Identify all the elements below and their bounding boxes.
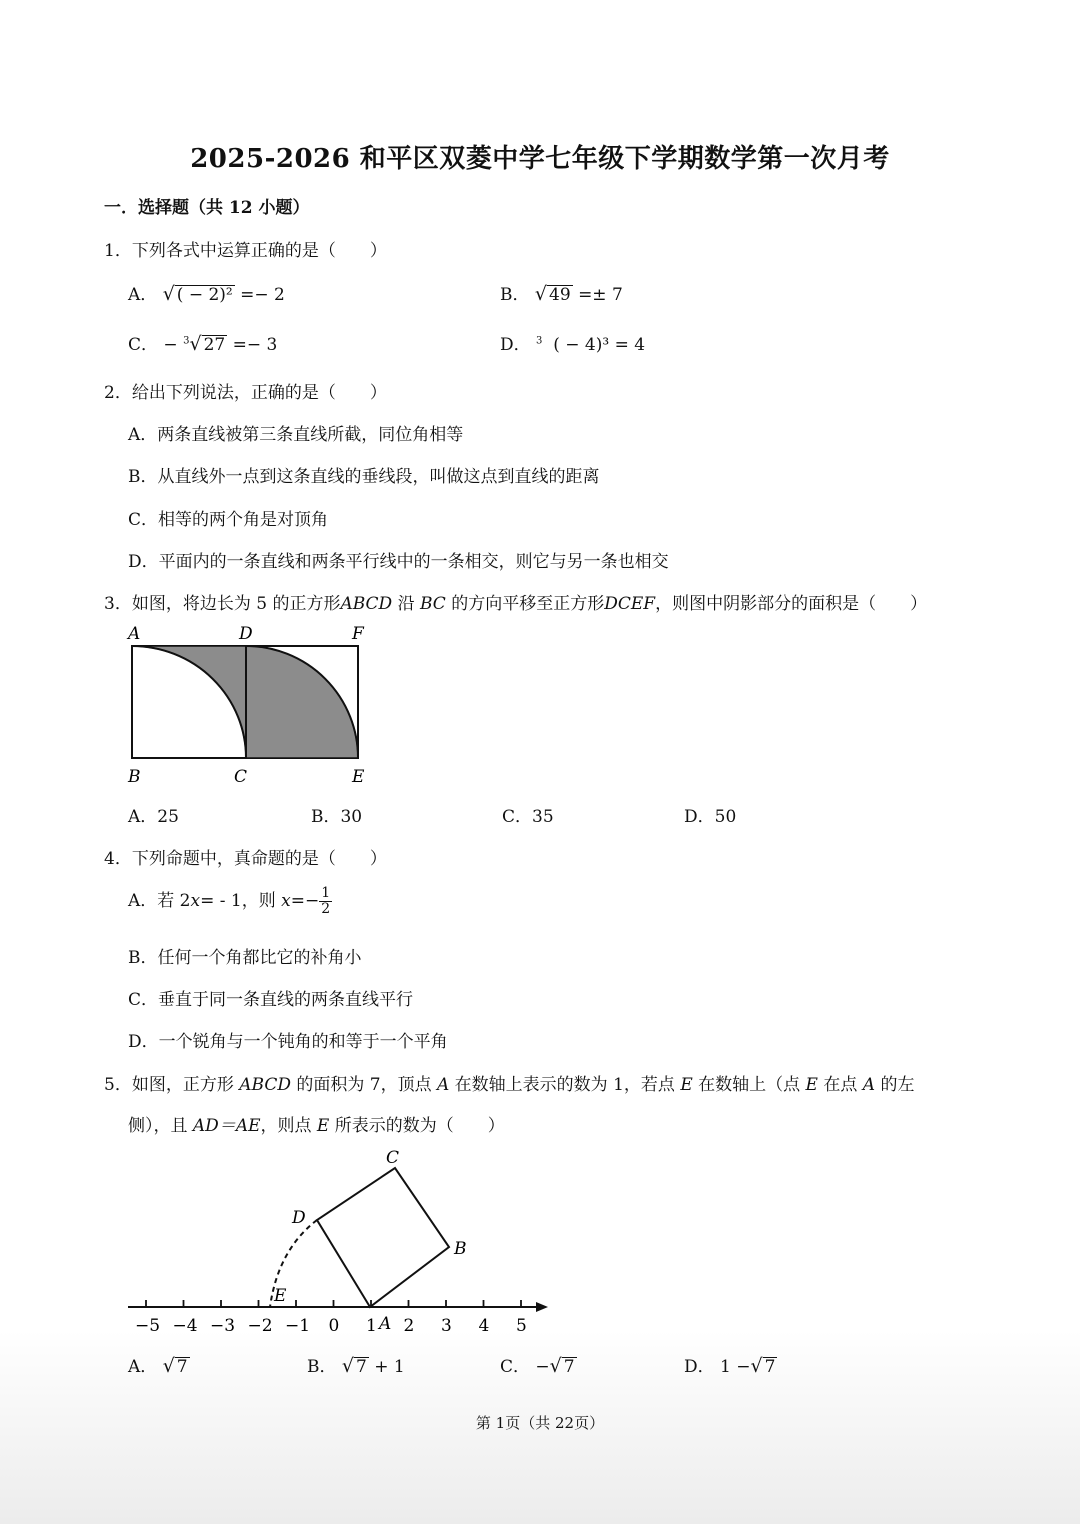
question-5-line-2: 侧），且 AD＝AE，则点 E 所表示的数为（ ） bbox=[128, 1116, 505, 1136]
question-1-stem: 1．下列各式中运算正确的是（ ） bbox=[104, 241, 387, 261]
shaded-region-left bbox=[132, 646, 246, 758]
q3-figure bbox=[120, 618, 380, 793]
tick-label: 4 bbox=[478, 1316, 490, 1336]
q5-option-c: C． −√ 7 bbox=[500, 1355, 575, 1377]
q1-option-c: C． − $^3$√ 27 =− 3 bbox=[128, 333, 278, 355]
question-2-stem: 2．给出下列说法，正确的是（ ） bbox=[104, 383, 387, 403]
number-line-ticks bbox=[135, 1300, 527, 1336]
sqrt-sign-icon: √ bbox=[162, 283, 175, 305]
q2-option-d: D．平面内的一条直线和两条平行线中的一条相交，则它与另一条也相交 bbox=[128, 552, 669, 572]
label-d: D bbox=[292, 1208, 306, 1228]
label-a: A bbox=[379, 1314, 392, 1334]
label-e: E bbox=[274, 1286, 287, 1306]
sqrt-sign-icon: √ bbox=[341, 1355, 355, 1377]
q2-option-a: A．两条直线被第三条直线所截，同位角相等 bbox=[128, 425, 464, 445]
q5-option-a: A． √ 7 bbox=[128, 1355, 188, 1377]
q3-option-c: C．35 bbox=[502, 807, 554, 827]
label-b: B bbox=[128, 767, 141, 787]
tick-label: 0 bbox=[328, 1316, 340, 1336]
label-b: B bbox=[454, 1239, 467, 1259]
label-c: C bbox=[234, 767, 248, 787]
shaded-region-right bbox=[246, 646, 358, 758]
sqrt-sign-icon: √ bbox=[534, 283, 548, 305]
q5-option-d: D． 1 −√ 7 bbox=[684, 1355, 776, 1377]
label-d: D bbox=[239, 624, 253, 644]
label-e: E bbox=[352, 767, 365, 787]
tick-label: −2 bbox=[247, 1316, 273, 1336]
q5-option-b: B． √ 7 + 1 bbox=[307, 1355, 405, 1377]
q1-option-a: A． √ ( − 2)² =− 2 bbox=[128, 283, 285, 305]
q4-option-a: A．若 2x= - 1，则 x=− $\frac{1}{2}$ bbox=[128, 885, 331, 917]
label-c: C bbox=[386, 1148, 400, 1168]
tick-label: 5 bbox=[516, 1316, 527, 1336]
tick-label: 2 bbox=[403, 1316, 415, 1336]
tick-label: 3 bbox=[441, 1316, 452, 1336]
question-3-stem: 3．如图，将边长为 5 的正方形ABCD 沿 BC 的方向平移至正方形DCEF，则图中阴影部分的面积是（ ） bbox=[104, 594, 928, 614]
tick-label: −4 bbox=[172, 1316, 198, 1336]
q4-option-c: C．垂直于同一条直线的两条直线平行 bbox=[128, 990, 414, 1010]
cube-root-sign-icon: √ bbox=[189, 333, 202, 355]
arrow-right-icon bbox=[536, 1302, 548, 1312]
q2-option-c: C．相等的两个角是对顶角 bbox=[128, 510, 329, 530]
sqrt-sign-icon: √ bbox=[549, 1355, 562, 1377]
q1-option-b: B． √ 49 =± 7 bbox=[500, 283, 623, 305]
q4-option-b: B．任何一个角都比它的补角小 bbox=[128, 948, 362, 968]
q5-figure bbox=[120, 1140, 560, 1345]
q4-option-d: D．一个锐角与一个钝角的和等于一个平角 bbox=[128, 1032, 448, 1052]
q1-option-d: D． $^3$ ( − 4)³ = 4 bbox=[500, 335, 646, 355]
tick-label: −1 bbox=[285, 1316, 311, 1336]
question-4-stem: 4．下列命题中，真命题的是（ ） bbox=[104, 849, 387, 869]
q3-option-b: B．30 bbox=[311, 807, 363, 827]
page-title: 2025-2026 和平区双菱中学七年级下学期数学第一次月考 bbox=[190, 144, 890, 174]
tick-label: −3 bbox=[210, 1316, 236, 1336]
tick-label: −5 bbox=[135, 1316, 161, 1336]
q3-option-a: A．25 bbox=[128, 807, 179, 827]
sqrt-sign-icon: √ bbox=[750, 1355, 763, 1377]
section-heading: 一．选择题（共 12 小题） bbox=[104, 198, 310, 218]
q2-option-b: B．从直线外一点到这条直线的垂线段，叫做这点到直线的距离 bbox=[128, 467, 600, 487]
tick-label: 1 bbox=[366, 1316, 377, 1336]
label-f: F bbox=[352, 624, 364, 644]
sqrt-sign-icon: √ bbox=[162, 1355, 175, 1377]
question-5-line-1: 5．如图，正方形 ABCD 的面积为 7，顶点 A 在数轴上表示的数为 1，若点 E 在数轴上（点 E 在点 A 的左 bbox=[104, 1075, 915, 1095]
q3-option-d: D．50 bbox=[684, 807, 737, 827]
square-abcd bbox=[317, 1168, 449, 1307]
fraction-one-half: $\frac{1}{2}$ bbox=[321, 885, 331, 917]
label-a: A bbox=[128, 624, 141, 644]
page-footer: 第 1页（共 22页） bbox=[475, 1414, 605, 1432]
